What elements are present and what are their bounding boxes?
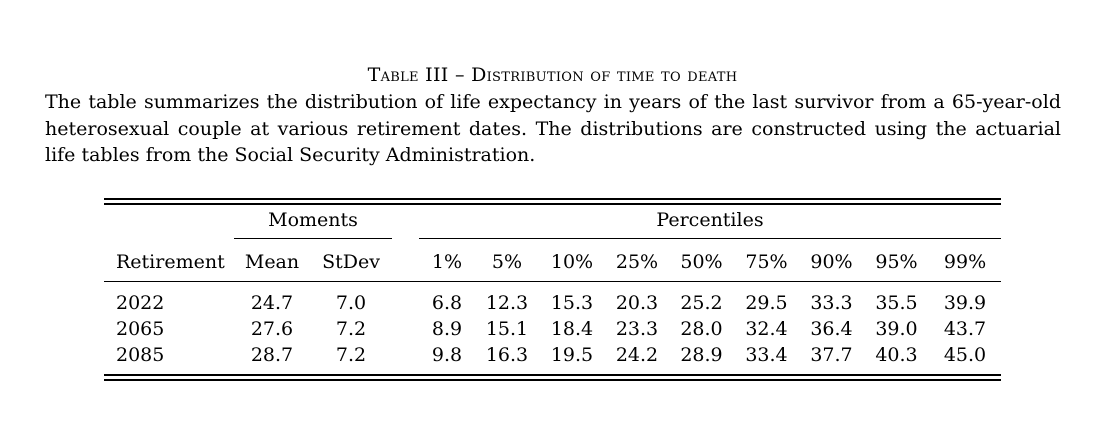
column-header: 1% — [431, 251, 463, 273]
table-cell: 24.7 — [250, 292, 294, 314]
table-cell: 28.7 — [250, 344, 294, 366]
column-spacer — [392, 243, 419, 281]
table-caption: The table summarizes the distribution of life expectancy in years of the last survivor from a 65-year-old heterosexual couple at various retirement dates. The distributions are constructed using the actuarial life tables from the Social Security Administration. — [45, 91, 1061, 166]
row-label: 2085 — [116, 344, 165, 366]
top-double-rule — [104, 198, 1001, 205]
table-cell: 36.4 — [810, 318, 853, 340]
distribution-table — [104, 198, 1001, 381]
column-spacer — [392, 282, 419, 316]
column-header: Retirement — [116, 251, 225, 273]
group-header-row — [104, 205, 1001, 243]
table-cell: 6.8 — [431, 292, 463, 314]
table-cell: 24.2 — [615, 344, 659, 366]
table-cell: 18.4 — [550, 318, 594, 340]
column-header: 90% — [810, 251, 853, 273]
table-cell: 19.5 — [550, 344, 594, 366]
data-table — [104, 205, 1001, 281]
table-row — [104, 342, 1001, 374]
table-cell: 37.7 — [810, 344, 853, 366]
table-cell: 39.9 — [943, 292, 987, 314]
column-spacer — [392, 316, 419, 342]
table-cell: 33.3 — [810, 292, 853, 314]
table-cell: 9.8 — [431, 344, 463, 366]
column-header: 10% — [550, 251, 594, 273]
table-cell: 35.5 — [875, 292, 918, 314]
row-label: 2022 — [116, 292, 165, 314]
table-cell: 23.3 — [615, 318, 659, 340]
group-percentiles: Percentiles — [419, 209, 1001, 239]
table-cell: 7.2 — [335, 344, 367, 366]
table-cell: 40.3 — [875, 344, 918, 366]
table-cell: 15.1 — [485, 318, 529, 340]
group-moments: Moments — [234, 209, 392, 239]
table-cell: 7.0 — [335, 292, 367, 314]
bottom-double-rule — [104, 374, 1001, 381]
column-header: 99% — [943, 251, 987, 273]
table-cell: 7.2 — [335, 318, 367, 340]
table-cell: 33.4 — [745, 344, 788, 366]
table-cell: 32.4 — [745, 318, 788, 340]
table-cell: 27.6 — [250, 318, 294, 340]
row-label: 2065 — [116, 318, 165, 340]
data-body-table — [104, 282, 1001, 374]
column-header: 75% — [745, 251, 788, 273]
table-cell: 28.0 — [680, 318, 723, 340]
column-spacer — [392, 342, 419, 374]
table-cell: 15.3 — [550, 292, 594, 314]
column-header: 50% — [680, 251, 723, 273]
table-cell: 8.9 — [431, 318, 463, 340]
table-cell: 29.5 — [745, 292, 788, 314]
table-cell: 39.0 — [875, 318, 918, 340]
table-cell: 16.3 — [485, 344, 529, 366]
column-header: 95% — [875, 251, 918, 273]
column-header: Mean — [244, 251, 300, 273]
table-cell: 25.2 — [680, 292, 723, 314]
table-cell: 20.3 — [615, 292, 659, 314]
table-row — [104, 316, 1001, 342]
table-cell: 45.0 — [943, 344, 987, 366]
column-header-row — [104, 243, 1001, 281]
table-cell: 43.7 — [943, 318, 987, 340]
column-header: 25% — [615, 251, 659, 273]
table-row — [104, 282, 1001, 316]
column-header: StDev — [322, 251, 380, 273]
table-title: Table III – Distribution of time to death — [367, 64, 738, 86]
table-cell: 12.3 — [485, 292, 529, 314]
column-header: 5% — [491, 251, 523, 273]
table-cell: 28.9 — [680, 344, 723, 366]
